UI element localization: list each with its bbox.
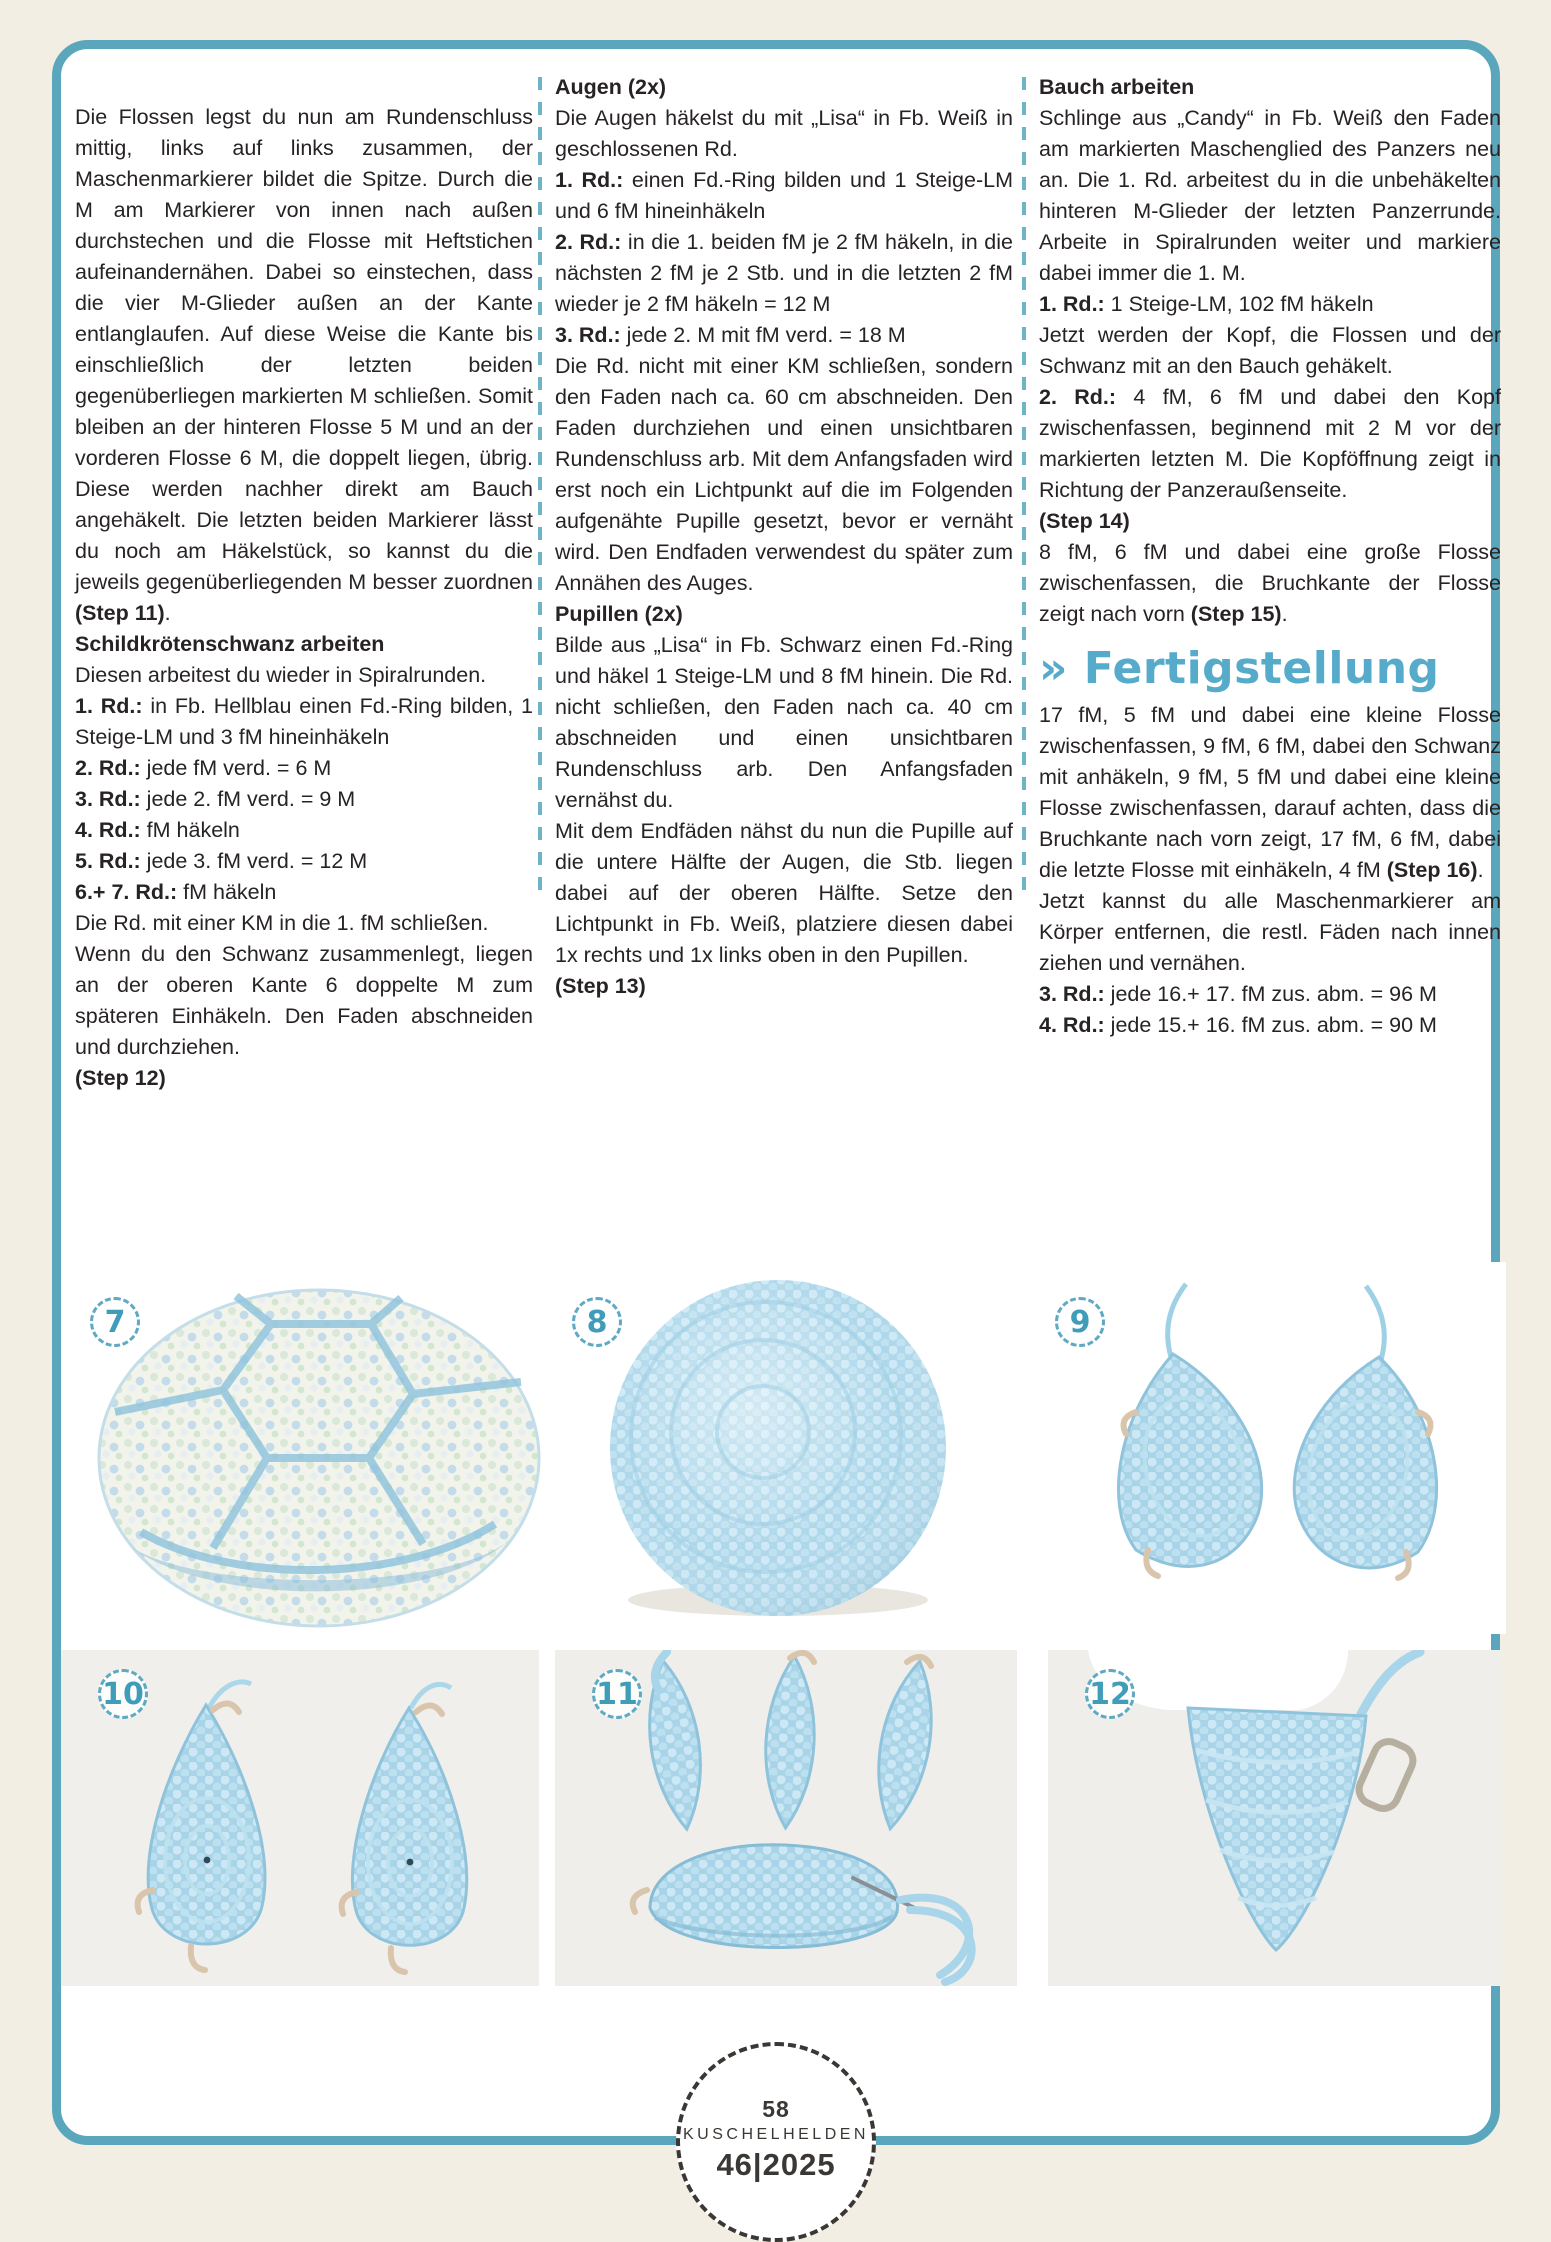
crochet-ball-image — [553, 1262, 1013, 1634]
paragraph: Jetzt werden der Kopf, die Flossen und der Schwanz mit an den Bauch gehäkelt. — [1039, 323, 1501, 378]
content-card — [52, 40, 1500, 2145]
step-badge — [592, 1669, 642, 1719]
paragraph: Die Augen häkelst du mit „Lisa“ in Fb. Weiß in geschlossenen Rd. — [555, 106, 1013, 161]
paragraph: 6.+ 7. Rd.: fM häkeln — [75, 880, 277, 904]
magazine-name: KUSCHELHELDEN — [683, 2126, 869, 2143]
paragraph: 1. Rd.: 1 Steige-LM, 102 fM häkeln — [1039, 292, 1374, 316]
paragraph: 3. Rd.: jede 16.+ 17. fM zus. abm. = 96 M — [1039, 982, 1437, 1006]
column-divider — [1022, 77, 1026, 892]
paragraph: Schlinge aus „Candy“ in Fb. Weiß den Faden am markierten Maschenglied des Panzers neu an. Die 1. Rd. arbeitest du in die unbehäkelten hinteren M-Glieder der letzten Panzerrunde. Arbeite in Spiralrunden weiter und markiere dabei immer die 1. M. — [1039, 106, 1501, 285]
paragraph: Die Flossen legst du nun am Rundenschluss mittig, links auf links zusammen, der Maschenmarkierer bildet die Spitze. Durch die M am Markierer von innen nach außen durchstechen und die Flosse mit Heftstichen aufeinandernähen. Dabei so einstechen, dass die vier M-Glieder außen an der Kante entlanglaufen. Auf diese Weise die Kante bis einschließlich der letzten beiden gegenüberliegen markierten M schließen. Somit bleiben an der hinteren Flosse 5 M und an der vorderen Flosse 6 M, die doppelt liegen, übrig. Diese werden nachher direkt am Bauch angehäkelt. Die letzten beiden Markierer lässt du noch am Häkelstück, so kannst du die jeweils gegenüberliegenden M besser zuordnen (Step 11). — [75, 105, 533, 625]
paragraph: (Step 14) — [1039, 509, 1130, 533]
paragraph: 4. Rd.: fM häkeln — [75, 818, 240, 842]
paragraph: Diesen arbeitest du wieder in Spiralrunden. — [75, 663, 487, 687]
issue-number: 46|2025 — [716, 2147, 836, 2182]
paragraph: 5. Rd.: jede 3. fM verd. = 12 M — [75, 849, 368, 873]
paragraph: 1. Rd.: einen Fd.-Ring bilden und 1 Steige-LM und 6 fM hineinhäkeln — [555, 168, 1014, 223]
paragraph: (Step 12) — [75, 1066, 166, 1090]
step-badge — [572, 1297, 622, 1347]
page-footer-badge — [676, 2042, 876, 2242]
paragraph: Wenn du den Schwanz zusammenlegt, liegen an der oberen Kante 6 doppelte M zum späteren Einhäkeln. Den Faden abschneiden und durchziehen. — [75, 942, 533, 1059]
finishing-heading: » Fertigstellung — [1039, 643, 1440, 694]
paragraph: Die Rd. nicht mit einer KM schließen, sondern den Faden nach ca. 60 cm abschneiden. Den Faden durchziehen und einen unsichtbaren Rundenschluss arb. Mit dem Anfangsfaden wird erst noch ein Lichtpunkt auf die im Folgenden aufgenähte Pupille gesetzt, bevor er vernäht wird. Den Endfaden verwendest du später zum Annähen des Auges. — [555, 354, 1013, 595]
step-photo-12 — [1048, 1650, 1501, 1986]
paragraph: (Step 13) — [555, 974, 646, 998]
paragraph: 3. Rd.: jede 2. fM verd. = 9 M — [75, 787, 356, 811]
step-number: 7 — [104, 1304, 126, 1340]
page-number: 58 — [762, 2096, 790, 2122]
paragraph: Bilde aus „Lisa“ in Fb. Schwarz einen Fd.-Ring und häkel 1 Steige-LM und 8 fM hinein. Die Rd. nicht schließen, den Faden nach ca. 40 cm abschneiden und einen unsichtbaren Rundenschluss arb. Den Anfangsfaden vernähst du. — [555, 633, 1013, 812]
paragraph: Mit dem Endfäden nähst du nun die Pupille auf die untere Hälfte der Augen, die Stb. liegen dabei auf der oberen Hälfte. Setze den Lichtpunkt in Fb. Weiß, platziere diesen dabei 1x rechts und 1x links oben in den Pupillen. — [555, 819, 1013, 967]
step-number: 9 — [1069, 1304, 1091, 1340]
paragraph: Die Rd. mit einer KM in die 1. fM schließen. — [75, 911, 489, 935]
step-number: 11 — [596, 1676, 638, 1712]
text-column-1 — [75, 72, 533, 1094]
step-photo-7 — [71, 1262, 561, 1634]
section-heading: Pupillen (2x) — [555, 602, 683, 626]
paragraph: 2. Rd.: jede fM verd. = 6 M — [75, 756, 332, 780]
step-badge — [98, 1669, 148, 1719]
text-column-3 — [1039, 72, 1501, 1041]
step-number: 10 — [102, 1676, 144, 1712]
column-divider — [538, 77, 542, 892]
paragraph: 17 fM, 5 fM und dabei eine kleine Flosse zwischenfassen, 9 fM, 6 fM, dabei den Schwanz mit anhäkeln, 9 fM, 5 fM und dabei eine kleine Flosse zwischenfassen, darauf achten, dass die Bruchkante nach vorn zeigt, 17 fM, 6 fM, dabei die letzte Flosse mit einhäkeln, 4 fM (Step 16). — [1039, 703, 1501, 882]
section-heading: Augen (2x) — [555, 75, 667, 99]
section-heading: Schildkrötenschwanz arbeiten — [75, 632, 385, 656]
step-photo-10 — [61, 1650, 539, 1986]
paragraph: 4. Rd.: jede 15.+ 16. fM zus. abm. = 90 M — [1039, 1013, 1437, 1037]
step-number: 12 — [1089, 1676, 1131, 1712]
section-heading: Bauch arbeiten — [1039, 75, 1195, 99]
text-column-2 — [555, 72, 1013, 1002]
step-badge — [90, 1297, 140, 1347]
paragraph: 8 fM, 6 fM und dabei eine große Flosse zwischenfassen, die Bruchkante der Flosse zeigt nach vorn (Step 15). — [1039, 540, 1501, 626]
paragraph: 3. Rd.: jede 2. M mit fM verd. = 18 M — [555, 323, 906, 347]
step-number: 8 — [586, 1304, 608, 1340]
paragraph: Jetzt kannst du alle Maschenmarkierer am Körper entfernen, die restl. Fäden nach innen ziehen und vernähen. — [1039, 889, 1501, 975]
paragraph: 1. Rd.: in Fb. Hellblau einen Fd.-Ring bilden, 1 Steige-LM und 3 fM hineinhäkeln — [75, 694, 533, 749]
step-badge — [1085, 1669, 1135, 1719]
step-photo-11 — [555, 1650, 1017, 1986]
step-badge — [1055, 1297, 1105, 1347]
paragraph: 2. Rd.: 4 fM, 6 fM und dabei den Kopf zwischenfassen, beginnend mit 2 M vor der markierten letzten M. Die Kopföffnung zeigt in Richtung der Panzeraußenseite. — [1039, 385, 1501, 502]
step-photo-9 — [1036, 1262, 1506, 1634]
step-photo-8 — [553, 1262, 1013, 1634]
turtle-shell-image — [71, 1262, 561, 1634]
paragraph: 2. Rd.: in die 1. beiden fM je 2 fM häkeln, in die nächsten 2 fM je 2 Stb. und in die letzten 2 fM wieder je 2 fM häkeln = 12 M — [555, 230, 1013, 316]
two-flippers-image — [1036, 1262, 1506, 1634]
